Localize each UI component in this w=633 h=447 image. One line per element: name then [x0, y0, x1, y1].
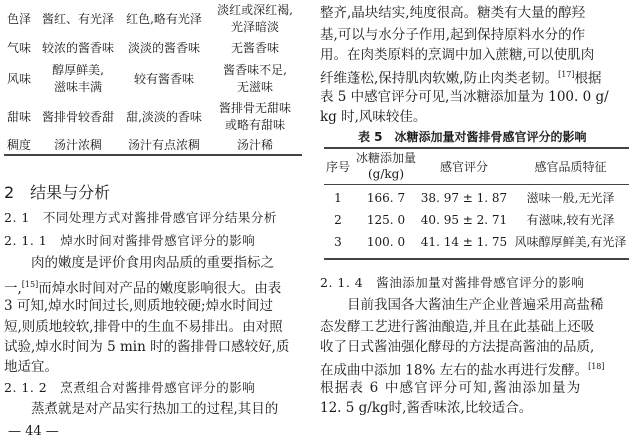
citation: [18]	[588, 362, 605, 371]
citation: [17]	[558, 70, 575, 79]
table-cell: 较有酱香味	[133, 72, 194, 86]
table-cell: 酱排骨较香甜	[41, 110, 114, 124]
table-cell: 风味醇厚鲜美,有光泽	[514, 235, 627, 249]
table-cell: 2	[334, 213, 342, 227]
table-top-rule	[324, 147, 629, 149]
paragraph-line: 12. 5 g/kg时,酱香味浓,比较适合。	[320, 400, 533, 416]
table-cell: 气味	[6, 41, 31, 55]
table-cell: 166. 7	[366, 191, 406, 205]
page-number: — 44 —	[8, 424, 59, 439]
paragraph-line: 整齐,晶块结实,纯度很高。糖类有大量的醇羟	[320, 5, 586, 21]
subsubsection-heading: 2. 1. 2 烹煮组合对酱排骨感官评分的影响	[4, 380, 256, 395]
paragraph-line: 蒸煮就是对产品实行热加工的过程,其目的	[4, 401, 279, 417]
table-cell: 100. 0	[366, 235, 406, 249]
table-cell: 稠度	[6, 138, 31, 152]
table-cell: 淡淡的酱香味	[127, 41, 200, 55]
section-heading: 2 结果与分析	[4, 183, 111, 202]
table-cell: 甜味	[6, 110, 31, 124]
table-cell: 或略有甜味	[224, 118, 285, 132]
table-bottom-rule	[324, 258, 629, 260]
subsubsection-heading: 2. 1. 4 酱油添加量对酱排骨感官评分的影响	[320, 275, 585, 290]
table-header-rule	[324, 184, 629, 185]
column-header: 感官评分	[439, 160, 488, 174]
table-cell: 有滋味,较有光泽	[526, 213, 615, 227]
paragraph-line: 基,可以与水分子作用,起到保持原料水分的作	[320, 27, 586, 43]
table-cell: 3	[334, 235, 342, 249]
table-cell: 酱香味不足,	[223, 63, 287, 77]
table-bottom-rule	[4, 154, 302, 156]
table-cell: 41. 14 ± 1. 75	[420, 235, 508, 249]
paragraph-line: kg 时,风味较佳。	[320, 109, 427, 125]
table-cell: 酱红、有光泽	[41, 12, 114, 26]
paragraph-line: 在成曲中添加 18% 左右的盐水再进行发酵。[18]	[320, 362, 605, 379]
table-cell: 汤汁稀	[236, 138, 273, 152]
paragraph-line: 纤维蓬松,保持肌肉软嫩,防止肉类老韧。[17]根据	[320, 70, 602, 87]
table-cell: 38. 97 ± 1. 87	[420, 191, 508, 205]
paragraph-line: 态发酵工艺进行酱油酿造,并且在此基础上还吸	[320, 319, 595, 335]
paragraph-line: 用。在肉类原料的烹调中加入蔗糖,可以使肌肉	[320, 47, 595, 63]
paragraph-line: 肉的嫩度是评价食用肉品质的重要指标之	[4, 255, 274, 271]
table-cell: 125. 0	[366, 213, 406, 227]
table-cell: 汤汁浓稠	[53, 138, 102, 152]
paragraph-line: 表 5 中感官评分可见,当冰糖添加量为 100. 0 g/	[320, 89, 609, 105]
table-cell: 1	[334, 191, 342, 205]
table-cell: 淡红或深红褐,	[217, 3, 293, 17]
subsubsection-heading: 2. 1. 1 焯水时间对酱排骨感官评分的影响	[4, 233, 256, 248]
table-cell: 较浓的酱香味	[41, 41, 114, 55]
table-cell: 醇厚鲜美,	[52, 63, 104, 77]
paragraph-line: 一,[15]而焯水时间对产品的嫩度影响很大。由表	[4, 280, 282, 297]
table-cell: 汤汁有点浓稠	[127, 138, 200, 152]
table-cell: 光泽暗淡	[230, 20, 279, 34]
table-cell: 色泽	[6, 12, 31, 26]
table-cell: 甜,淡淡的香味	[126, 110, 202, 124]
paragraph-line: 3 可知,焯水时间过长,则质地较硬;焯水时间过	[4, 298, 274, 314]
column-header-unit: (g/kg)	[367, 167, 405, 181]
paragraph-line: 根据表 6 中感官评分可知,酱油添加量为	[320, 380, 582, 396]
table-cell: 风味	[6, 72, 31, 86]
paragraph-line: 收了日式酱油强化酵母的方法提高酱油的品质,	[320, 339, 595, 355]
table-cell: 无滋味	[236, 80, 273, 94]
paragraph-line: 试验,焯水时间为 5 min 时的酱排骨口感较好,质	[4, 339, 290, 355]
column-header: 冰糖添加量	[355, 151, 416, 165]
citation: [15]	[21, 280, 39, 289]
table-cell: 滋味一般,无光泽	[526, 191, 615, 205]
table-cell: 酱排骨无甜味	[218, 101, 291, 115]
paragraph-line: 地适宜。	[4, 359, 58, 375]
column-header: 序号	[325, 160, 350, 174]
table-caption: 表 5 冰糖添加量对酱排骨感官评分的影响	[358, 130, 587, 144]
paragraph-line: 目前我国各大酱油生产企业普遍采用高盐稀	[320, 297, 604, 313]
table-cell: 40. 95 ± 2. 71	[420, 213, 508, 227]
subsection-heading: 2. 1 不同处理方式对酱排骨感官评分结果分析	[4, 210, 277, 225]
column-header: 感官品质特征	[534, 160, 607, 174]
table-cell: 滋味丰满	[53, 80, 102, 94]
table-cell: 红色,略有光泽	[126, 12, 202, 26]
table-cell: 无酱香味	[230, 41, 279, 55]
paragraph-line: 短,则质地较软,排骨中的生血不易排出。由对照	[4, 319, 283, 335]
